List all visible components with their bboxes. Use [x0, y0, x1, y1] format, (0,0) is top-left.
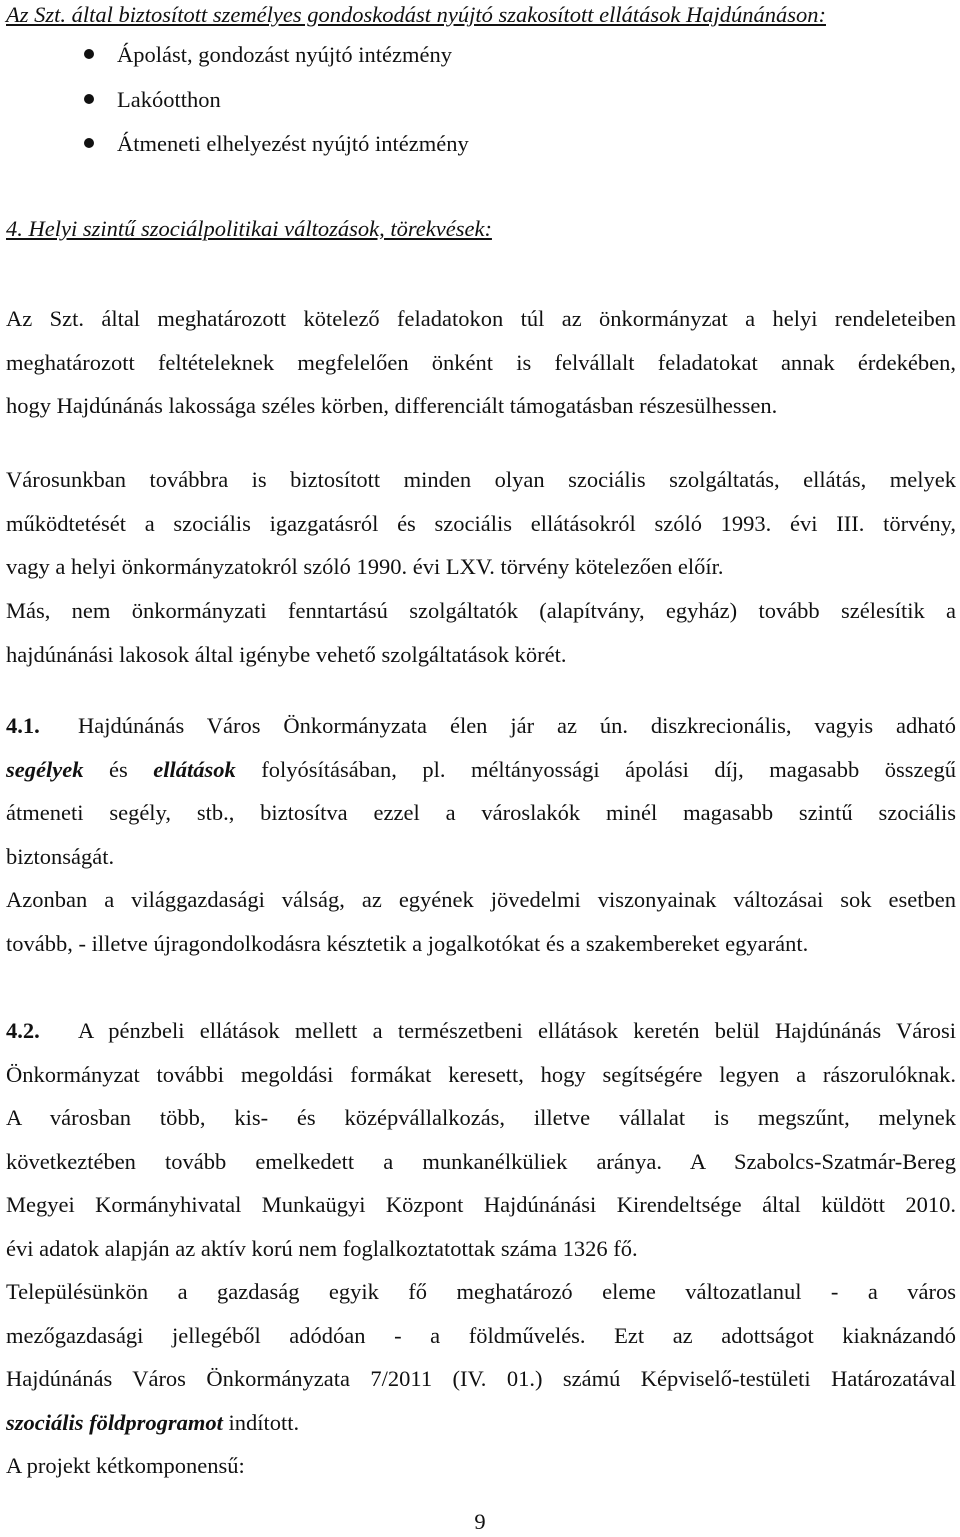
- bullet-icon: [84, 49, 94, 59]
- paragraph-services: [6, 458, 956, 589]
- text-line: Az Szt. által meghatározott kötelező feladatokon túl az önkormányzat a helyi rendeleteiben: [6, 306, 956, 331]
- section-4-2: [6, 1009, 956, 1270]
- list-item-text: Ápolást, gondozást nyújtó intézmény: [117, 42, 452, 67]
- paragraph-land-program: [6, 1270, 956, 1444]
- text-line: mezőgazdasági jellegéből adódóan - a földművelés. Ezt az adottságot kiaknázandó: [6, 1322, 956, 1348]
- text-line: segélyek és ellátások folyósításában, pl. méltányossági ápolási díj, magasabb összegű: [6, 756, 956, 782]
- text-line: Városunkban továbbra is biztosított minden olyan szociális szolgáltatás, ellátás, melyek: [6, 467, 956, 492]
- bullet-icon: [84, 94, 94, 104]
- text-line: 4.2. A pénzbeli ellátások mellett a természetbeni ellátások keretén belül Hajdúnánás Városi: [6, 1009, 956, 1053]
- paragraph-providers: [6, 589, 956, 676]
- text-line: A projekt kétkomponensű:: [6, 1453, 245, 1478]
- text-line: Más, nem önkormányzati fenntartású szolgáltatók (alapítvány, egyház) tovább szélesítik a: [6, 598, 956, 623]
- paragraph-crisis: [6, 878, 956, 965]
- text-line: biztonságát.: [6, 843, 115, 869]
- text-line: átmeneti segély, stb., biztosítva ezzel a városlakók minél magasabb szintű szociális: [6, 800, 956, 825]
- section-4-1: [6, 704, 956, 878]
- text-line: szociális földprogramot indított.: [6, 1409, 300, 1435]
- text-line: A városban több, kis- és középvállalkozás, illetve vállalat is megszűnt, melynek: [6, 1105, 956, 1130]
- text-line: Településünkön a gazdaság egyik fő meghatározó eleme változatlanul - a város: [6, 1279, 956, 1304]
- text-line: 4.1. Hajdúnánás Város Önkormányzata élen jár az ún. diszkrecionális, vagyis adható: [6, 704, 956, 748]
- section-number: 4.1.: [6, 713, 40, 738]
- text-line: következtében tovább emelkedett a munkanélküliek aránya. A Szabolcs-Szatmár-Bereg: [6, 1148, 956, 1174]
- section-heading: 4. Helyi szintű szociálpolitikai változások, törekvések:: [6, 216, 492, 241]
- text-line: működtetését a szociális igazgatásról és szociális ellátásokról szóló 1993. évi III. törvény,: [6, 510, 956, 536]
- list-item: [0, 127, 960, 172]
- text-line: Megyei Kormányhivatal Munkaügyi Központ Hajdúnánási Kirendeltsége által küldött 2010.: [6, 1192, 956, 1217]
- paragraph-obligations: [6, 297, 956, 428]
- text-line: hajdúnánási lakosok által igénybe vehető szolgáltatások körét.: [6, 641, 567, 667]
- page-number: 9: [474, 1509, 486, 1534]
- bullet-list: [0, 38, 960, 172]
- list-item-text: Átmeneti elhelyezést nyújtó intézmény: [117, 131, 469, 156]
- list-item-text: Lakóotthon: [117, 86, 221, 112]
- text-line: tovább, - illetve újragondolkodásra késztetik a jogalkotókat és a szakembereket egyaránt.: [6, 930, 809, 956]
- text-line: Önkormányzat további megoldási formákat keresett, hogy segítségére legyen a rászorulóknak.: [6, 1061, 956, 1087]
- text-line: Azonban a világgazdasági válság, az egyének jövedelmi viszonyainak változásai sok esetben: [6, 887, 956, 912]
- list-item: [0, 83, 960, 128]
- section-number: 4.2.: [6, 1018, 40, 1043]
- text-line: meghatározott feltételeknek megfelelően önként is felvállalt feladatokat annak érdekében,: [6, 349, 956, 375]
- paragraph-project: [6, 1444, 956, 1488]
- text-line: évi adatok alapján az aktív korú nem foglalkoztatottak száma 1326 fő.: [6, 1235, 638, 1261]
- text-line: vagy a helyi önkormányzatokról szóló 1990. évi LXV. törvény kötelezően előír.: [6, 554, 724, 579]
- list-item: [0, 38, 960, 83]
- intro-line: Az Szt. által biztosított személyes gondoskodást nyújtó szakosított ellátások Hajdúnánáson:: [6, 2, 826, 27]
- bullet-icon: [84, 138, 94, 148]
- text-line: Hajdúnánás Város Önkormányzata 7/2011 (IV. 01.) számú Képviselő-testületi Határozatával: [6, 1366, 956, 1391]
- text-line: hogy Hajdúnánás lakossága széles körben, differenciált támogatásban részesülhessen.: [6, 393, 778, 418]
